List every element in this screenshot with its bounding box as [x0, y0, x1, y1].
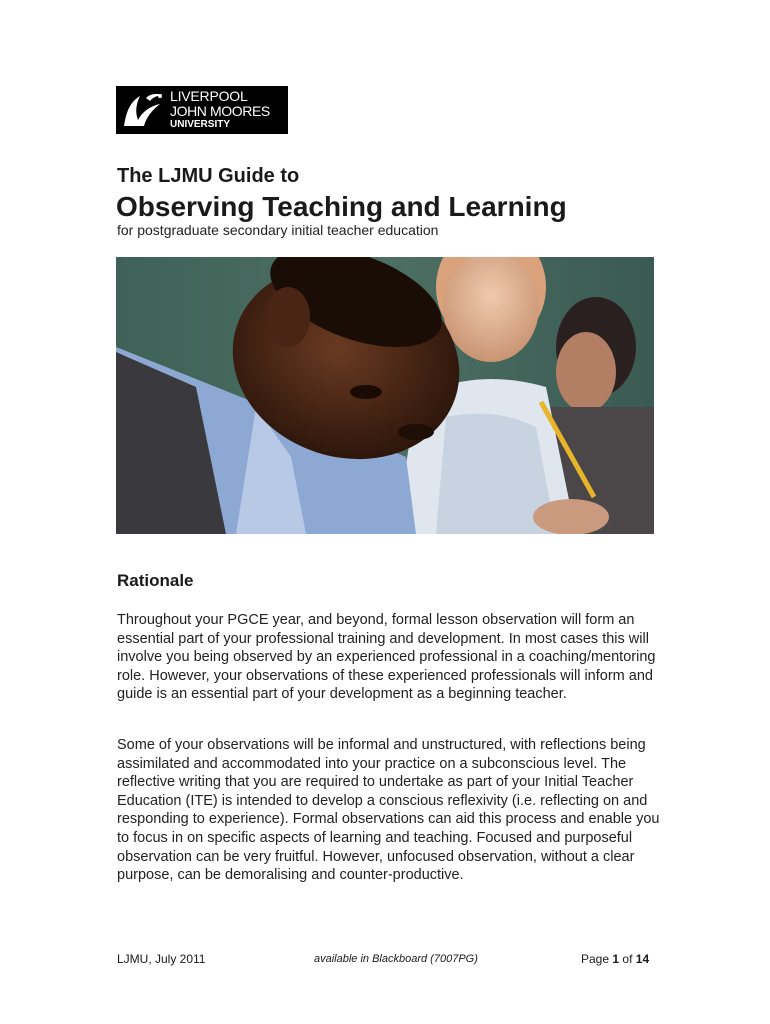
page-of: of [622, 952, 633, 966]
page-current: 1 [612, 952, 620, 966]
footer-availability: available in Blackboard (7007PG) [314, 953, 478, 965]
page-word: Page [581, 952, 610, 966]
tagline: for postgraduate secondary initial teacher education [117, 222, 439, 238]
liverbird-emblem-icon [120, 90, 166, 130]
logo-line-university: UNIVERSITY [170, 119, 231, 130]
page-title: Observing Teaching and Learning [116, 191, 567, 222]
rationale-paragraph-2: Some of your observations will be informal and unstructured, with reflections being assimilated and accommodated into your practice on a subconscious level. The reflective writing that you are required to undertake as part of your Initial Teacher Education (ITE) is intended to develop a conscious reflexivity (i.e. reflecting on and responding to experience). Formal observations can aid this process and enable you to focus in on specific aspects of learning and teaching. Focused and purposeful observation can be very fruitful. However, unfocused observation, without a clear purpose, can be demoralising and counter-productive. [117, 737, 660, 884]
rationale-paragraph-1: Throughout your PGCE year, and beyond, formal lesson observation will form an essential part of your professional training and development. In most cases this will involve you being observed by an experienced professional in a coaching/mentoring role. However, your observations of these experienced professionals will inform and guide is an essential part of your development as a beginning teacher. [117, 612, 656, 703]
logo-line-liverpool: LIVERPOOL [170, 88, 248, 104]
page-total: 14 [635, 952, 650, 966]
logo-line-john-moores: JOHN MOORES [170, 103, 270, 119]
section-heading-rationale: Rationale [117, 571, 194, 590]
guide-subtitle: The LJMU Guide to [117, 165, 300, 187]
footer-date: LJMU, July 2011 [117, 952, 206, 966]
classroom-photo [116, 257, 654, 534]
university-logo [116, 86, 288, 134]
page-number [581, 952, 649, 966]
